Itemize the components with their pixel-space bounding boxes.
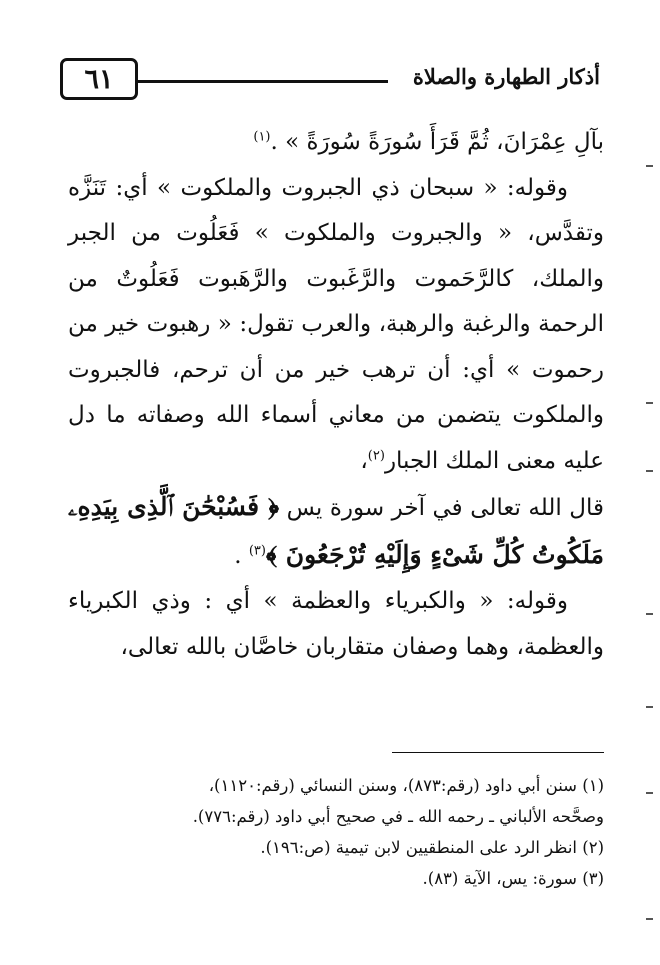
footnote-1: (١) سنن أبي داود (رقم:٨٧٣)، وسنن النسائي (رقم:١١٢٠)، [208,776,604,795]
margin-mark [646,706,653,708]
paragraph-2 [68,166,604,485]
margin-mark [646,165,653,167]
footnote-1-cont: وصحَّحه الألباني ـ رحمه الله ـ في صحيح أبي داود (رقم:٧٧٦). [192,807,604,826]
footnote-2: (٢) انظر الرد على المنطقيين لابن تيمية (ص:١٩٦). [260,838,604,857]
footnote-ref-2: (٢) [367,447,385,463]
quran-verse: ﴿ فَسُبْحَٰنَ ٱلَّذِى بِيَدِهِۦ مَلَكُوتُ كُلِّ شَىْءٍ وَإِلَيْهِ تُرْجَعُونَ ﴾ [68,492,604,569]
main-text [68,120,604,670]
paragraph-3: قال الله تعالى في آخر سورة يس ﴿ فَسُبْحَٰنَ ٱلَّذِى بِيَدِهِۦ مَلَكُوتُ كُلِّ شَىْءٍ وَإِلَيْهِ تُرْجَعُونَ ﴾$^{(٣)}$ . [68,492,604,569]
margin-mark [646,470,653,472]
footnote-separator [392,752,604,753]
paragraph-3-intro: قال الله تعالى في آخر سورة يس [286,495,604,521]
paragraph-1 [68,120,604,166]
margin-mark [646,918,653,920]
footnotes [64,770,604,894]
page-number: ٦١ [60,58,138,100]
margin-mark [646,402,653,404]
paragraph-2-end: ، [360,447,368,474]
margin-mark [646,792,653,794]
margin-mark [646,613,653,615]
running-title: أذكار الطهارة والصلاة [412,64,600,89]
paragraph-4: وقوله: « والكبرياء والعظمة » أي : وذي الكبرياء والعظمة، وهما وصفان متقاربان خاصَّان بالله تعالى، [68,588,604,660]
footnote-ref-3: (٣) [248,542,266,558]
footnote-ref-1: (١) [253,129,271,145]
paragraph-2-text: وقوله: « سبحان ذي الجبروت والملكوت » أي: تَنَزَّه وتقدَّس، « والجبروت والملكوت » فَعَلُوت من الجبر والملك، كالرَّحَموت والرَّغَبوت والرَّهَبوت فَعَلُوتٌ من الرحمة والرغبة والرهبة، والعرب تقول: « رهبوت خير من رحموت » أي: أن ترهب خير من أن ترحم، فالجبروت والملكوت يتضمن من معاني أسماء الله وصفاته ما دل عليه معنى الملك الجبار [68,174,604,474]
footnote-3: (٣) سورة: يس، الآية (٨٣). [422,869,604,888]
page-header [60,58,600,108]
paragraph-1-text: بآلِ عِمْرَانَ، ثُمَّ قَرَأَ سُورَةً سُورَةً » . [270,129,604,155]
header-rule [138,80,388,83]
